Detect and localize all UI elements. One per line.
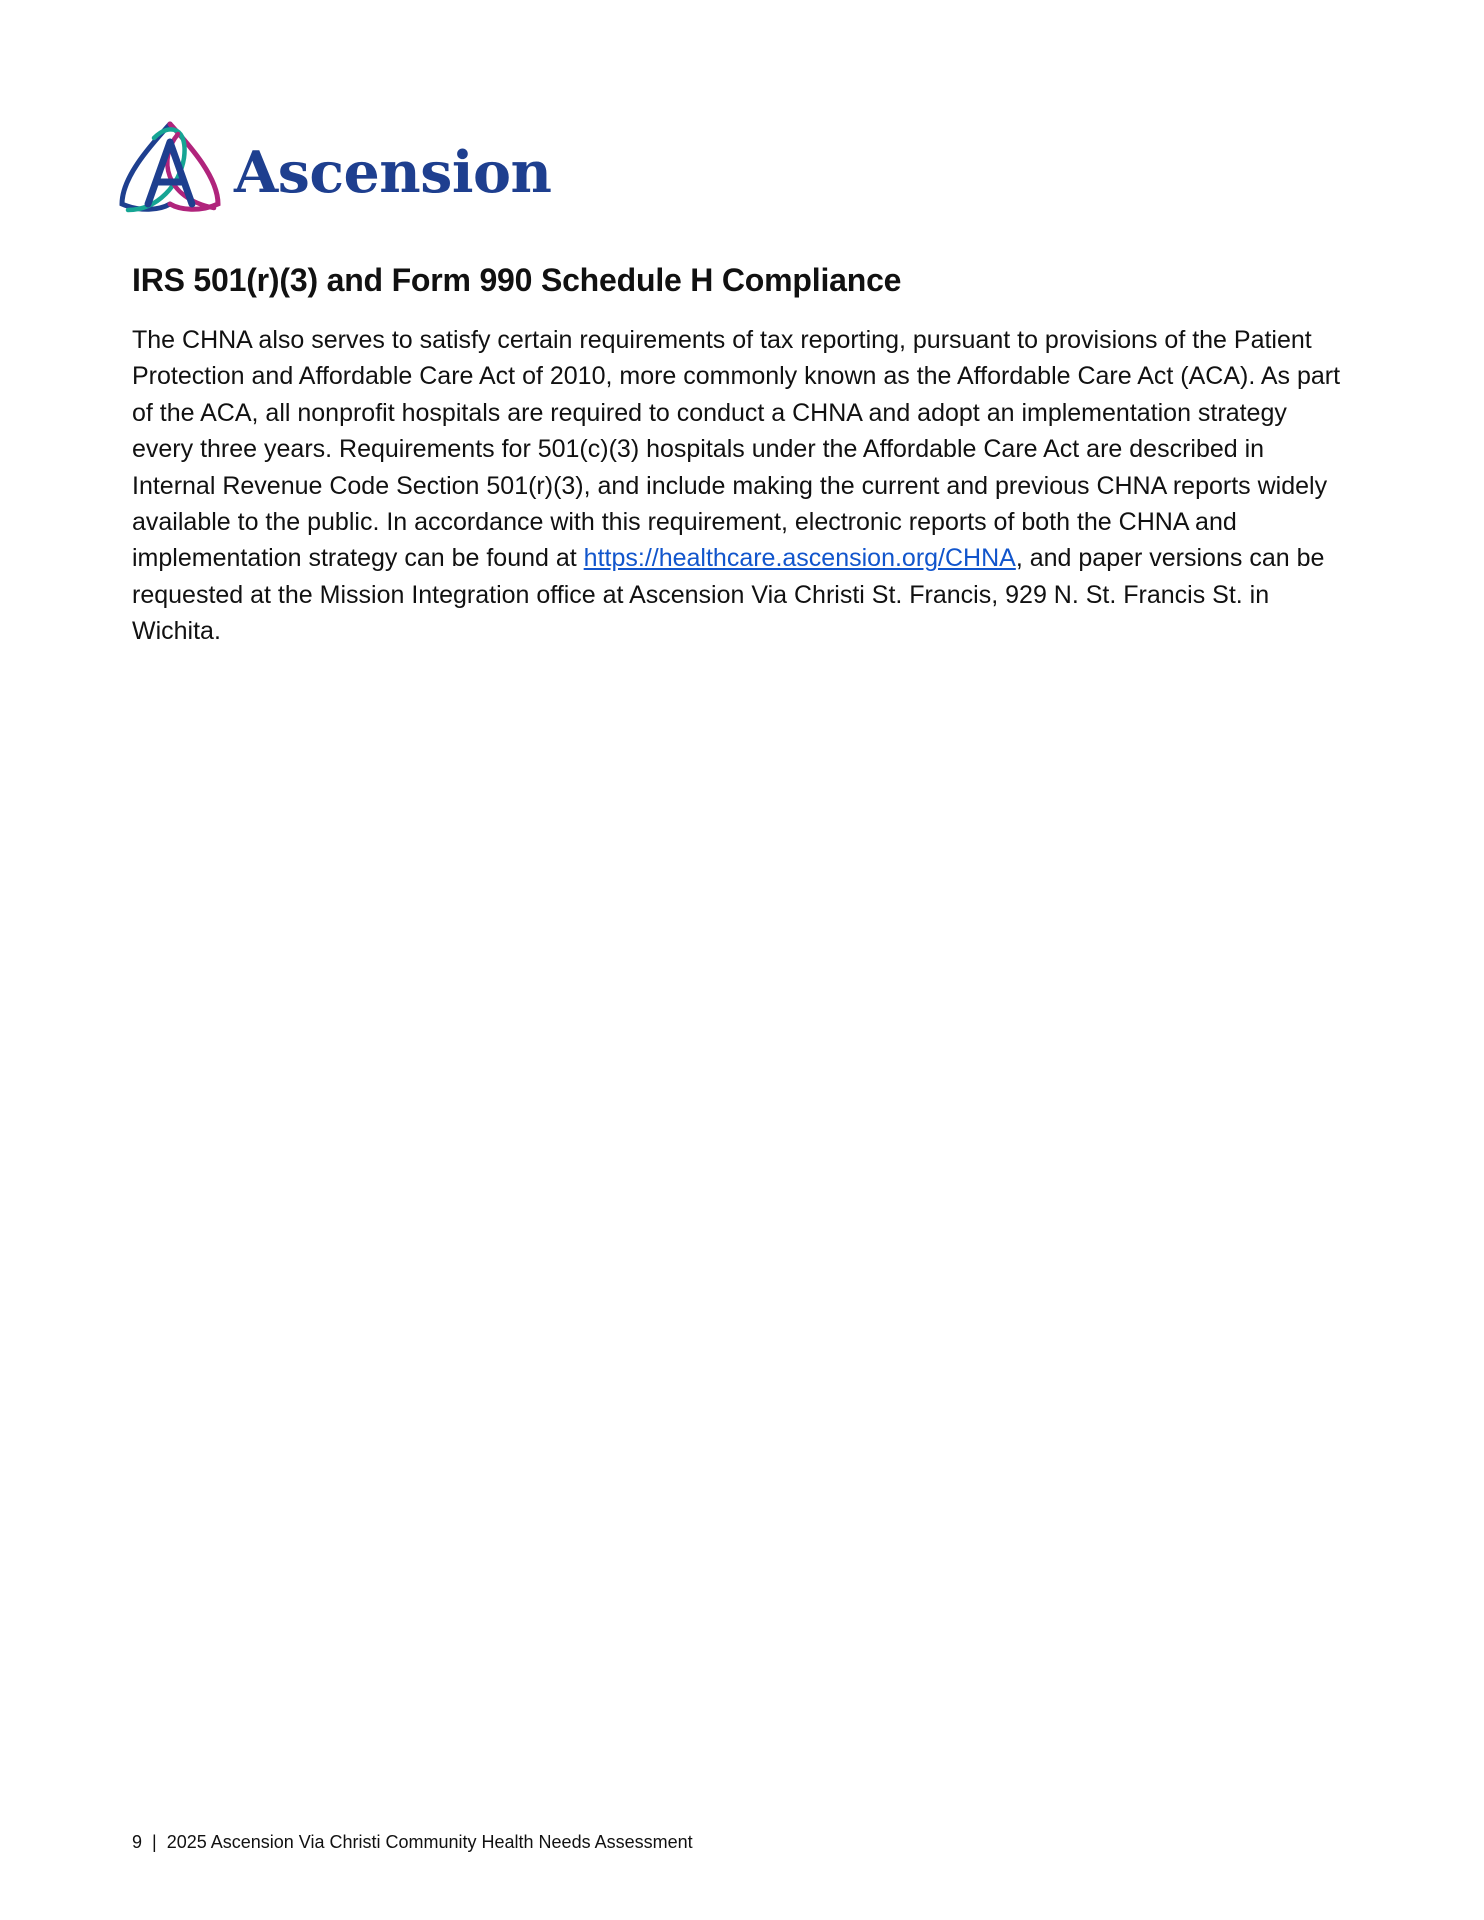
body-paragraph [132, 322, 1352, 650]
section-title: IRS 501(r)(3) and Form 990 Schedule H Compliance [132, 262, 902, 298]
ascension-logo [118, 116, 551, 216]
footer-separator: | [142, 1832, 167, 1852]
paragraph-text-before-link: The CHNA also serves to satisfy certain requirements of tax reporting, pursuant to provisions of the Patient Protection and Affordable Care Act of 2010, more commonly known as the Affordable Care Act (ACA). As part of the ACA, all nonprofit hospitals are required to conduct a CHNA and adopt an implementation strategy every three years. Requirements for 501(c)(3) hospitals under the Affordable Care Act are described in Internal Revenue Code Section 501(r)(3), and include making the current and previous CHNA reports widely available to the public. In accordance with this requirement, electronic reports of both the CHNA and implementation strategy can be found at [132, 326, 1341, 573]
page-footer [132, 1832, 693, 1853]
ascension-trinity-icon [118, 118, 222, 214]
paragraph-text-after-link: , and paper versions can be requested at the Mission Integration office at Ascension Via Christi St. Francis, 929 N. St. Francis St. in Wichita. [132, 544, 1325, 646]
footer-text: 2025 Ascension Via Christi Community Health Needs Assessment [166, 1832, 693, 1852]
chna-link[interactable]: https://healthcare.ascension.org/CHNA [583, 544, 1016, 573]
logo-wordmark: Ascension [234, 138, 552, 206]
page-number: 9 [132, 1832, 143, 1852]
